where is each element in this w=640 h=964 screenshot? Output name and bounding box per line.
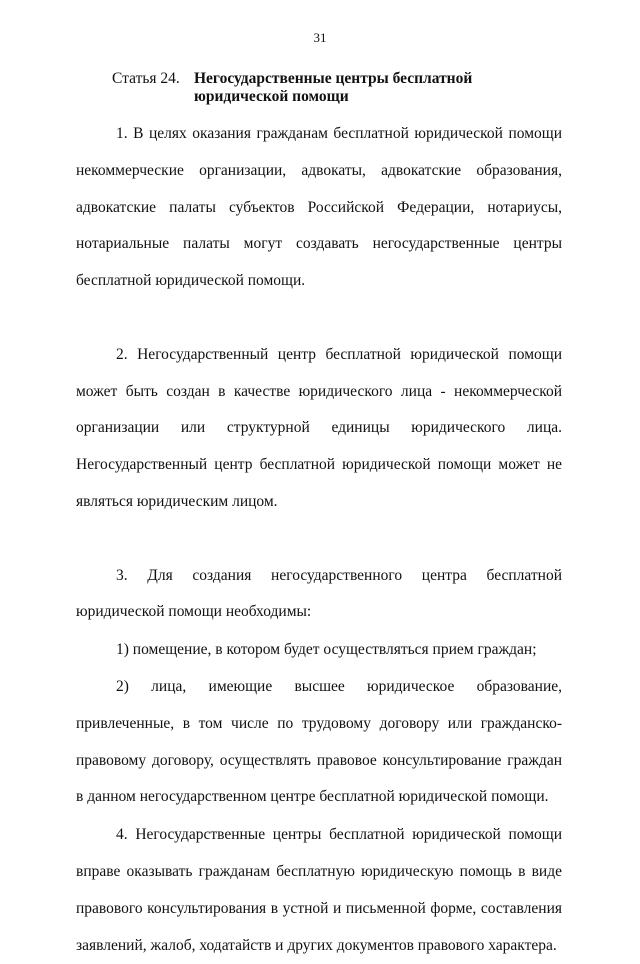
paragraph-1: 1. В целях оказания гражданам бесплатной юридической помощи некоммерческие организации, адвокаты, адвокатские образования, адвокатские палаты субъектов Российской Федерации, нотариусы, нотариальные палаты могут создавать негосударственные центры бесплатной юридической помощи. (76, 125, 562, 290)
article-body (76, 116, 562, 964)
paragraph-2: 2. Негосударственный центр бесплатной юридической помощи может быть создан в качестве юридического лица - некоммерческой организации или структурной единицы юридического лица. Негосударственный центр бесплатной юридической помощи может не являться юридическим лицом. (76, 345, 562, 510)
article-title: Негосударственные центры бесплатной юридической помощи (194, 70, 473, 105)
paragraph-gap (76, 521, 562, 558)
article-number: Статья 24. (112, 70, 180, 87)
paragraph-gap (76, 300, 562, 337)
paragraph-3: 3. Для создания негосударственного центра бесплатной юридической помощи необходимы: (76, 566, 562, 621)
list-item-1: 1) помещение, в котором будет осуществляться прием граждан; (116, 641, 537, 659)
list-item-2: 2) лица, имеющие высшее юридическое образование, привлеченные, в том числе по трудовому договору или гражданско-правовому договору, осуществлять правовое консультирование граждан в данном негосударственном центре бесплатной юридической помощи. (76, 677, 562, 806)
paragraph-4: 4. Негосударственные центры бесплатной юридической помощи вправе оказывать гражданам бесплатную юридическую помощь в виде правового консультирования в устной и письменной форме, составления заявлений, жалоб, ходатайств и других документов правового характера. (76, 826, 562, 954)
page-number: 31 (313, 30, 327, 45)
